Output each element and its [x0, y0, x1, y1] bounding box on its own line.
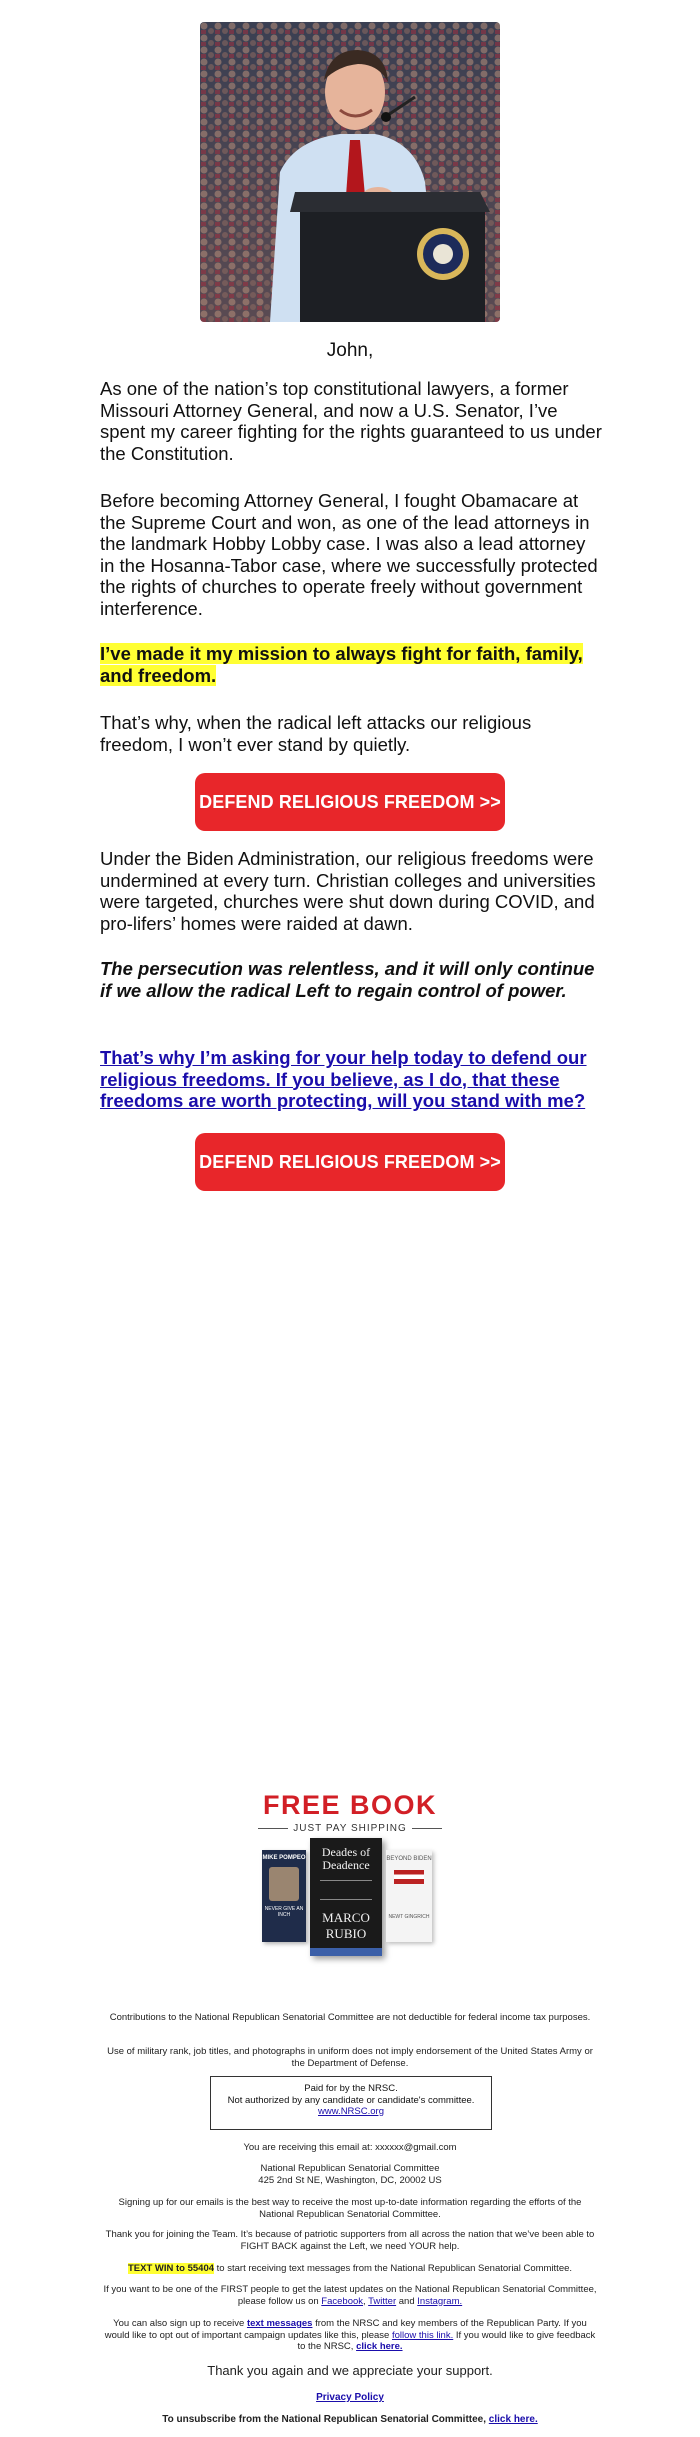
- unsubscribe-text: To unsubscribe from the National Republican Senatorial Committee,: [162, 2414, 489, 2425]
- unsubscribe-line: [100, 2414, 600, 2426]
- nrsc-site-link[interactable]: www.NRSC.org: [318, 2106, 384, 2117]
- paragraph-mission-highlight: I’ve made it my mission to always fight for faith, family, and freedom.: [100, 643, 583, 686]
- book-left-photo: [269, 1867, 299, 1901]
- book-center-title: Deades of Deadence: [321, 1845, 371, 1872]
- disclaimer-tax: Contributions to the National Republican Senatorial Committee are not deductible for federal income tax purposes.: [109, 2012, 591, 2023]
- thanks-team: Thank you for joining the Team. It’s because of patriotic supporters from all across the nation that we’ve been able to FIGHT BACK against the Left, we need YOUR help.: [105, 2229, 595, 2252]
- stand-with-me-link[interactable]: That’s why I’m asking for your help today to defend our religious freedoms. If you believe, as I do, that these freedoms are worth protecting, will you stand with me?: [100, 1047, 587, 1111]
- org-name: National Republican Senatorial Committee: [260, 2163, 440, 2174]
- unsubscribe-link[interactable]: click here.: [488, 2414, 538, 2425]
- not-authorized-text: Not authorized by any candidate or candidate's committee.: [227, 2094, 475, 2106]
- book-left: [262, 1850, 306, 1942]
- receiving-email-text: You are receiving this email at: xxxxxx@gmail.com: [243, 2142, 457, 2153]
- text-messages-link[interactable]: text messages: [246, 2318, 313, 2329]
- book-right-author: NEWT GINGRICH: [388, 1914, 430, 1920]
- org-address: 425 2nd St NE, Washington, DC, 20002 US: [258, 2175, 442, 2186]
- twitter-link[interactable]: Twitter: [368, 2295, 397, 2307]
- disclaimer-military: Use of military rank, job titles, and photographs in uniform does not imply endorsement of the United States Army or the Department of Defense.: [107, 2046, 593, 2069]
- book-center: [310, 1838, 382, 1956]
- free-book-title: FREE BOOK: [262, 1790, 437, 1820]
- follow-us-line: If you want to be one of the FIRST people to get the latest updates on the National Republican Senatorial Committee, please follow us on Facebook, Twitter and Instagram.: [103, 2284, 597, 2307]
- book-right-flag: [394, 1870, 424, 1884]
- free-book-ad[interactable]: [250, 1790, 450, 1980]
- book-left-subtitle: NEVER GIVE AN INCH: [264, 1906, 304, 1918]
- defend-religious-freedom-button[interactable]: DEFEND RELIGIOUS FREEDOM >>: [195, 773, 505, 831]
- sms-pre-text: You can also sign up to receive: [113, 2318, 247, 2329]
- follow-us-text: If you want to be one of the FIRST people to get the latest updates on the National Republican Senatorial Committee, please follow us on: [103, 2284, 597, 2307]
- feedback-link[interactable]: click here.: [356, 2341, 403, 2352]
- sms-optout-line: [100, 2318, 600, 2353]
- text-win-highlight: TEXT WIN to 55404: [127, 2263, 215, 2274]
- text-win-rest: to start receiving text messages from the National Republican Senatorial Committee.: [214, 2263, 573, 2274]
- privacy-line: [100, 2392, 600, 2404]
- greeting: John,: [326, 340, 374, 361]
- book-right-title: BEYOND BIDEN: [386, 1856, 432, 1862]
- paragraph-persecution: The persecution was relentless, and it will only continue if we allow the radical Left to regain control of power.: [100, 958, 595, 1001]
- feedback-text: If you would like to give feedback to the NRSC,: [297, 2329, 596, 2352]
- text-win-line: [100, 2263, 600, 2275]
- opt-out-link[interactable]: follow this link.: [391, 2329, 454, 2341]
- book-center-band: [310, 1948, 382, 1956]
- book-center-author-first: MARCO: [322, 1910, 370, 1925]
- paragraph-attorney-general: Before becoming Attorney General, I fought Obamacare at the Supreme Court and won, as one of the lead attorneys in the landmark Hobby Lobby case. I was also a lead attorney in the Hosanna-Tabor case, where we successfully protected the rights of churches to operate freely without government interference.: [100, 490, 598, 619]
- defend-religious-freedom-button-2[interactable]: DEFEND RELIGIOUS FREEDOM >>: [195, 1133, 505, 1191]
- divider: [412, 1828, 442, 1829]
- book-right: [386, 1850, 432, 1942]
- facebook-link[interactable]: Facebook: [321, 2295, 364, 2307]
- hero-photo: [200, 22, 500, 322]
- paragraph-stand-by: That’s why, when the radical left attacks our religious freedom, I won’t ever stand by quietly.: [100, 712, 532, 755]
- paragraph-career: As one of the nation’s top constitutional lawyers, a former Missouri Attorney General, and now a U.S. Senator, I’ve spent my career fighting for the rights guaranteed to us under the Constitution.: [100, 378, 602, 464]
- and-text: and: [396, 2295, 418, 2307]
- paid-for-box: [210, 2076, 492, 2130]
- free-book-subtitle: JUST PAY SHIPPING: [293, 1823, 407, 1834]
- instagram-link[interactable]: Instagram.: [417, 2295, 463, 2307]
- paid-for-text: Paid for by the NRSC.: [304, 2083, 398, 2094]
- signup-info: Signing up for our emails is the best way to receive the most up-to-date information regarding the efforts of the National Republican Senatorial Committee.: [118, 2197, 582, 2220]
- book-left-title: MIKE POMPEO: [262, 1855, 306, 1861]
- sms-mid-text: from the NRSC and key members of the Republican Party. If you would like to opt out of important campaign updates like this, please: [104, 2318, 587, 2341]
- privacy-policy-link[interactable]: Privacy Policy: [316, 2392, 384, 2403]
- book-center-author-last: RUBIO: [325, 1926, 367, 1941]
- paragraph-biden-administration: Under the Biden Administration, our religious freedoms were undermined at every turn. Christian colleges and universities were targeted, churches were shut down during COVID, and pro-lifers’ homes were raided at dawn.: [100, 848, 596, 934]
- book-center-rule: [320, 1880, 372, 1900]
- thanks-support: Thank you again and we appreciate your support.: [207, 2363, 493, 2378]
